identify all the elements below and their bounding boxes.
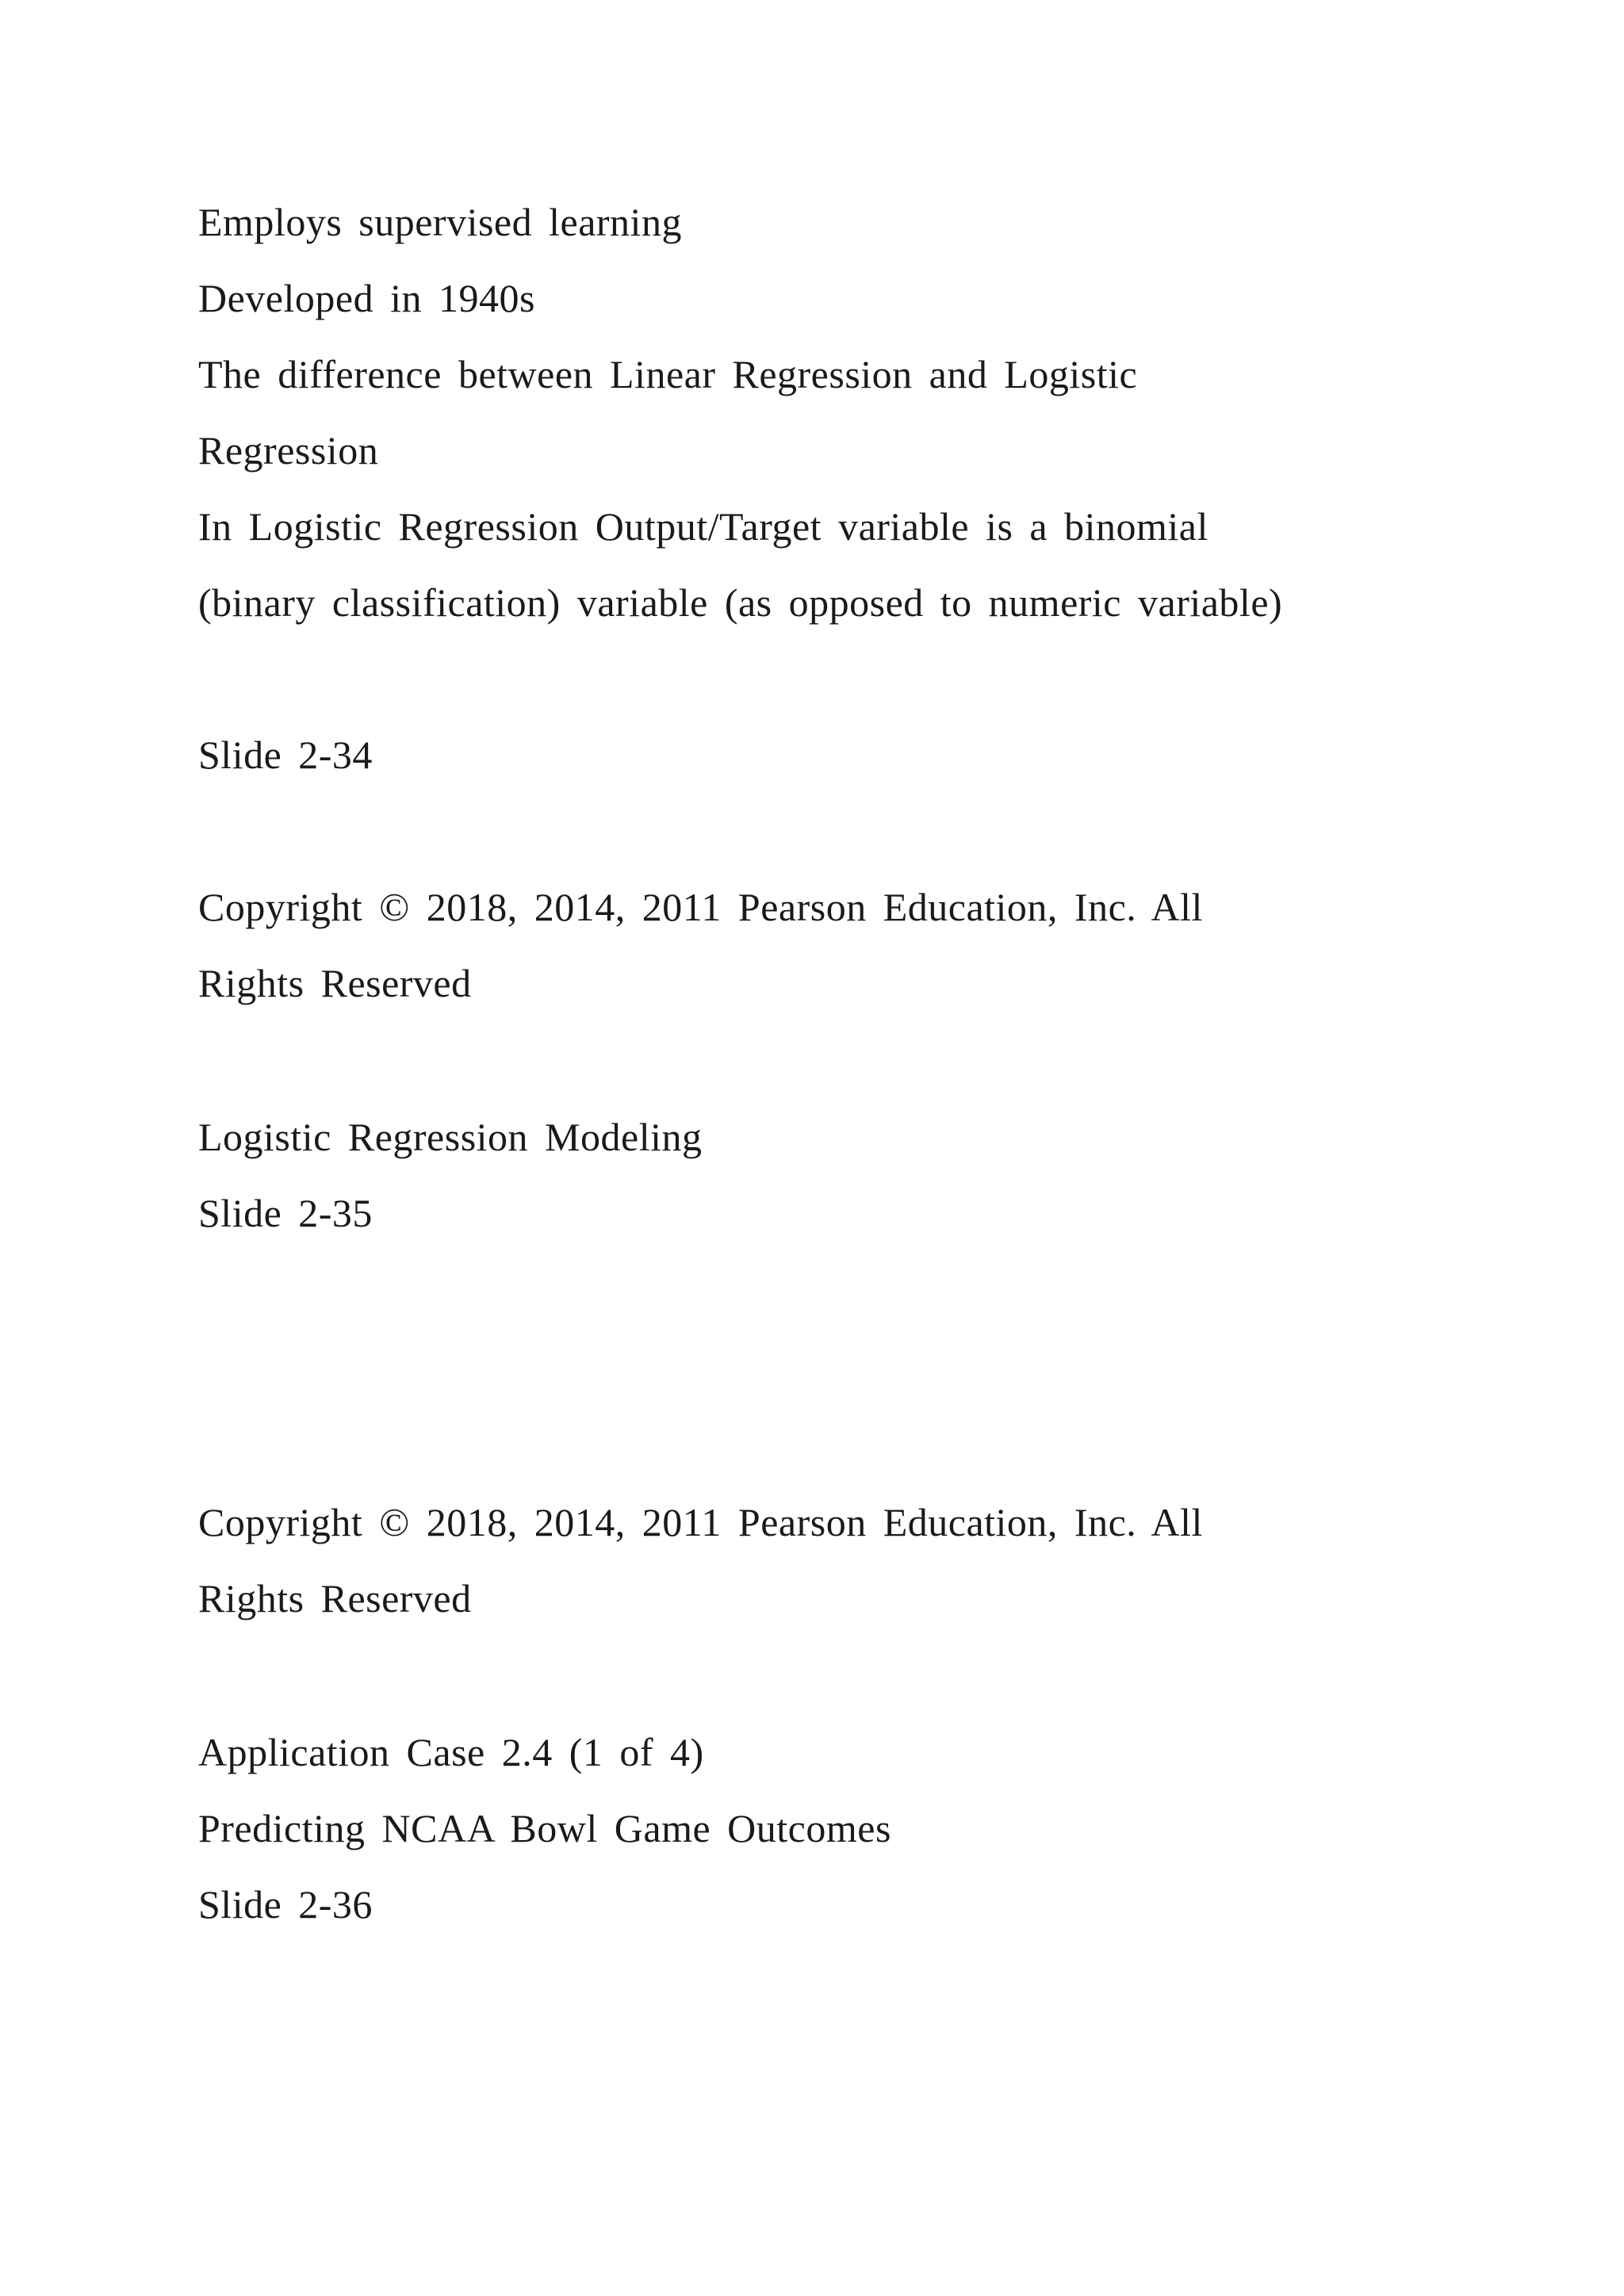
bullet-supervised-learning: Employs supervised learning <box>198 200 682 244</box>
bullet-difference-line-2: Regression <box>198 428 379 473</box>
bullet-difference-line-1: The difference between Linear Regression and Logistic <box>198 352 1138 396</box>
bullet-output-variable-line-1: In Logistic Regression Output/Target variable is a binomial <box>198 504 1208 549</box>
slide-number-2-34: Slide 2-34 <box>198 733 373 777</box>
bullet-developed-1940s: Developed in 1940s <box>198 276 535 320</box>
copyright-line-1-repeat: Copyright © 2018, 2014, 2011 Pearson Education, Inc. All <box>198 1500 1203 1544</box>
copyright-line-2-repeat: Rights Reserved <box>198 1576 472 1621</box>
copyright-line-1: Copyright © 2018, 2014, 2011 Pearson Education, Inc. All <box>198 885 1203 929</box>
slide-title-logistic-modeling: Logistic Regression Modeling <box>198 1115 703 1159</box>
slide-number-2-36: Slide 2-36 <box>198 1882 373 1927</box>
application-case-title: Application Case 2.4 (1 of 4) <box>198 1730 704 1774</box>
copyright-line-2: Rights Reserved <box>198 961 472 1005</box>
bullet-output-variable-line-2: (binary classification) variable (as opposed to numeric variable) <box>198 580 1283 625</box>
slide-number-2-35: Slide 2-35 <box>198 1191 373 1235</box>
application-case-subtitle: Predicting NCAA Bowl Game Outcomes <box>198 1806 891 1850</box>
